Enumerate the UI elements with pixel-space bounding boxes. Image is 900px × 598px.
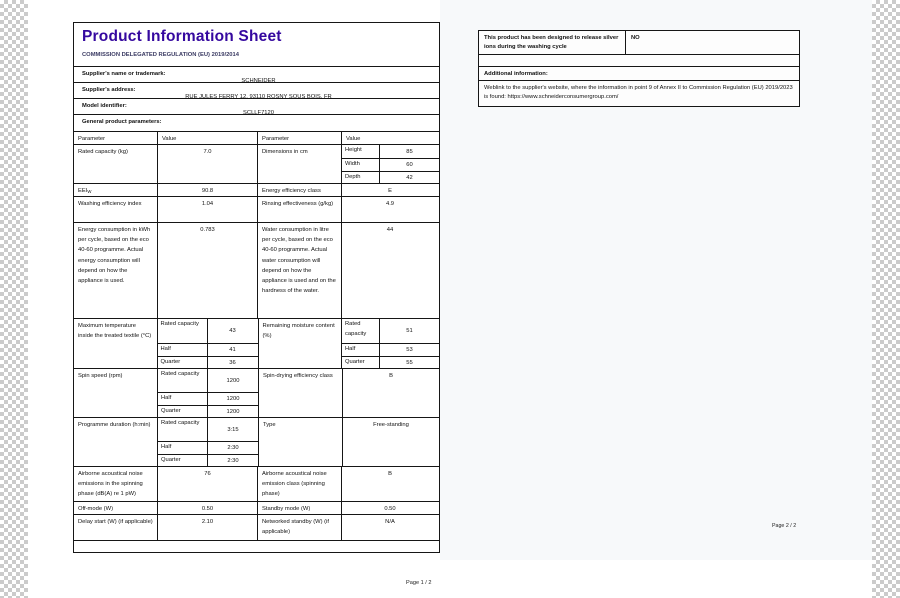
param-cell: Programme duration (h:min) <box>78 422 151 428</box>
sub-label: Half <box>161 395 172 401</box>
duration-subtable <box>157 418 258 466</box>
table-row <box>74 196 439 222</box>
value-cell: B <box>341 467 438 501</box>
supplier-name-value: SCHNEIDER <box>241 78 276 84</box>
param-cell: Dimensions in cm <box>257 145 341 183</box>
subtable-row <box>158 418 258 441</box>
weblink-row <box>479 80 799 106</box>
model-identifier-value: SCLLF7120 <box>243 110 274 116</box>
param-cell: Rated capacity (kg) <box>78 149 128 155</box>
subtable-row <box>342 343 439 356</box>
weblink-cell <box>479 81 799 106</box>
supplier-weblink[interactable]: https://www.schneiderconsumergroup.com/ <box>507 93 619 100</box>
supplier-name-row <box>74 66 439 82</box>
page2-number: Page 2 / 2 <box>772 523 797 529</box>
sub-label: Half <box>160 346 171 352</box>
param-cell: Delay start (W) (if applicable) <box>78 519 153 525</box>
table-row <box>74 466 439 501</box>
subtable-row <box>342 158 439 171</box>
sub-label: Width <box>345 161 360 167</box>
subtable-row <box>342 145 439 158</box>
sub-value: 55 <box>379 357 439 369</box>
subtable-row <box>158 343 258 356</box>
sub-value: 1200 <box>207 369 258 392</box>
value-cell: 90.8 <box>157 184 257 196</box>
supplier-address-value: RUE JULES FERRY 12, 93110 ROSNY SOUS BOIS, FR <box>185 94 332 100</box>
moisture-subtable <box>341 319 439 368</box>
subtable-row <box>342 356 439 369</box>
param-cell: Remaining moisture content (%) <box>258 319 342 368</box>
table-header-row <box>74 131 439 144</box>
spacer-row <box>479 54 799 66</box>
weblink-text: Weblink to the supplier's website, where the information in point 9 of Annex II to Commission Regulation (EU) 2019/2023 is found: <box>484 85 793 100</box>
param-cell: Standby mode (W) <box>257 502 341 514</box>
sub-value: 3:15 <box>207 418 258 441</box>
value-cell: N/A <box>341 515 438 540</box>
sub-value: 42 <box>379 172 439 184</box>
param-cell: Off-mode (W) <box>78 506 113 512</box>
product-information-table <box>73 22 440 553</box>
max-temp-subtable <box>157 319 258 368</box>
table-row <box>74 368 439 417</box>
param-cell: Water consumption in litre per cycle, based on the eco 40-60 programme. Actual water consumption will depend on how the appliance is used and on the hardness of the water. <box>257 223 341 318</box>
sub-value: 1200 <box>207 393 258 405</box>
value-cell: 0.50 <box>157 502 257 514</box>
sub-label: Quarter <box>161 408 181 414</box>
table-row <box>74 318 439 368</box>
param-cell <box>74 184 157 196</box>
page1-number: Page 1 / 2 <box>406 580 432 586</box>
sub-label: Half <box>161 444 172 450</box>
param-cell: Maximum temperature inside the treated textile (°C) <box>78 323 152 340</box>
param-cell: Spin speed (rpm) <box>78 373 123 379</box>
param-cell: Airborne acoustical noise emission class (spinning phase) <box>257 467 341 501</box>
column-header: Parameter <box>78 136 106 142</box>
sub-label: Quarter <box>345 359 365 365</box>
column-header: Value <box>157 132 257 144</box>
param-cell: Type <box>258 418 342 466</box>
param-cell: Networked standby (W) (if applicable) <box>257 515 341 540</box>
column-header: Value <box>341 132 438 144</box>
column-header: Parameter <box>257 132 341 144</box>
sub-value: 1200 <box>207 406 258 418</box>
page-title: Product Information Sheet <box>82 28 282 45</box>
table-row <box>74 501 439 514</box>
subtable-row <box>158 454 258 467</box>
guarantee-row <box>74 540 439 551</box>
sub-label: Half <box>345 346 356 352</box>
additional-info-header-row <box>479 66 799 80</box>
model-identifier-label: Model identifier: <box>82 103 127 109</box>
value-cell: 2.10 <box>157 515 257 540</box>
sub-value: 51 <box>379 319 439 343</box>
value-cell: 4.9 <box>341 197 438 222</box>
subtable-row <box>158 369 258 392</box>
sub-label: Height <box>345 147 362 153</box>
param-cell: Energy consumption in kWh per cycle, based on the eco 40-60 programme. Actual energy consumption will depend on how the appliance is used. <box>78 227 151 285</box>
sub-value: 43 <box>207 319 258 343</box>
general-parameters-label: General product parameters: <box>82 119 162 125</box>
value-cell: 76 <box>157 467 257 501</box>
table-row <box>74 417 439 466</box>
sub-label: Rated capacity <box>345 321 367 337</box>
eei-subscript: W <box>87 189 92 194</box>
sub-label: Rated capacity <box>160 321 199 327</box>
table-row <box>74 514 439 540</box>
title-block <box>74 23 439 66</box>
table-row <box>74 183 439 196</box>
param-cell: Airborne acoustical noise emissions in the spinning phase (dB(A) re 1 pW) <box>78 471 143 498</box>
subtable-row <box>158 405 258 418</box>
sub-label: Rated capacity <box>161 420 200 426</box>
value-cell: Free-standing <box>342 418 439 466</box>
sub-value: 60 <box>379 159 439 171</box>
param-cell: Rinsing effectiveness (g/kg) <box>257 197 341 222</box>
subtable-row <box>158 319 258 343</box>
regulation-subtitle: COMMISSION DELEGATED REGULATION (EU) 2019/2014 <box>82 52 239 58</box>
silver-ions-value: NO <box>631 35 640 41</box>
sub-label: Rated capacity <box>161 371 200 377</box>
sub-value: 2:30 <box>207 455 258 467</box>
subtable-row <box>158 441 258 454</box>
sub-value: 53 <box>379 344 439 356</box>
sub-value: 2:30 <box>207 442 258 454</box>
sub-value: 85 <box>379 145 439 158</box>
table-row <box>74 144 439 183</box>
value-cell: 0.50 <box>341 502 438 514</box>
value-cell: E <box>341 184 438 196</box>
sub-label: Quarter <box>160 359 181 365</box>
sub-label: Depth <box>345 174 361 180</box>
value-cell: 0.783 <box>157 223 257 318</box>
silver-ions-row <box>479 31 799 54</box>
param-cell: Washing efficiency index <box>78 201 142 207</box>
sub-label: Quarter <box>161 457 181 463</box>
silver-ions-label: This product has been designed to release silver ions during the washing cycle <box>479 31 626 54</box>
sub-value: 36 <box>207 357 258 369</box>
subtable-row <box>342 319 439 343</box>
param-cell: Spin-drying efficiency class <box>258 369 342 417</box>
value-cell: 44 <box>341 223 438 318</box>
sub-value: 41 <box>207 344 258 356</box>
value-cell: 1.04 <box>157 197 257 222</box>
additional-info-label: Additional information: <box>484 71 548 77</box>
supplier-address-label: Supplier's address: <box>82 87 136 93</box>
dimensions-subtable <box>341 145 439 183</box>
subtable-row <box>158 356 258 369</box>
param-cell: Energy efficiency class <box>257 184 341 196</box>
supplier-name-label: Supplier's name or trademark: <box>82 71 166 77</box>
eei-label: EEI <box>78 188 88 194</box>
subtable-row <box>158 392 258 405</box>
subtable-row <box>342 171 439 184</box>
value-cell: 7.0 <box>157 145 257 183</box>
table-row <box>74 222 439 318</box>
additional-information-table <box>478 30 800 107</box>
spin-speed-subtable <box>157 369 258 417</box>
value-cell: B <box>342 369 439 417</box>
